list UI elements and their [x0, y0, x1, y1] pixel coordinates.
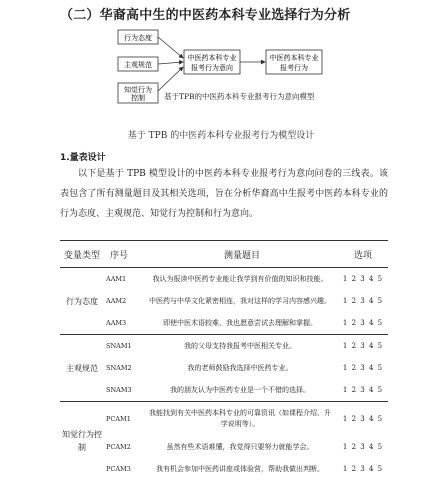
row-options: 1 2 3 4 5 [342, 275, 384, 283]
row-item: 我能找到有关中医药本科专业的可靠资讯（如课程介绍、升学说明等）。 [149, 409, 331, 428]
row-code: SNAM2 [106, 364, 132, 372]
table-row [104, 312, 388, 334]
row-options: 1 2 3 4 5 [342, 443, 384, 451]
row-code: AAM1 [106, 275, 127, 283]
norm-label: 主观规范 [124, 61, 152, 69]
row-item: 我有机会参加中医药讲座或体验营，帮助我做出判断。 [156, 464, 324, 473]
control-box [118, 83, 158, 103]
table-row [104, 335, 388, 357]
control-label-line2: 控制 [131, 94, 145, 102]
table-row [104, 379, 388, 401]
row-options: 1 2 3 4 5 [342, 364, 384, 372]
header-item: 测量题目 [223, 250, 260, 261]
three-line-table [60, 240, 388, 480]
intent-box [184, 50, 240, 74]
header-type: 变量类型 [63, 250, 100, 261]
group-type-label: 知觉行为控制 [62, 430, 102, 452]
intro-paragraph: 以下是基于 TPB 模型设计的中医药本科专业报考行为意向问卷的三线表。该表包含了所有测量题目及其相关选项，旨在分析华裔高中生报考中医药本科专业的行为态度、主观规范、知觉行为控制和行为意向。 [60, 169, 388, 219]
row-options: 1 2 3 4 5 [342, 386, 384, 394]
table-row [104, 458, 388, 480]
section-title: 1.量表设计 [60, 153, 106, 163]
arrow-attitude-intent [158, 37, 183, 58]
table-row [104, 357, 388, 379]
figure-caption: 基于 TPB 的中医药本科专业报考行为模型设计 [127, 131, 315, 141]
table-row [104, 290, 388, 312]
attitude-box [118, 30, 158, 44]
row-code: PCAM2 [106, 443, 131, 451]
header-code: 序号 [110, 250, 129, 261]
table-row [104, 436, 388, 458]
group-type-label: 行为态度 [66, 296, 98, 306]
behavior-label-line1: 中医药本科专业 [269, 54, 319, 62]
arrow-norm-intent [158, 62, 183, 64]
row-item: 虽然有些术语难懂，我觉得只要努力就能学会。 [166, 442, 314, 451]
row-options: 1 2 3 4 5 [342, 342, 384, 350]
row-code: AAM2 [106, 297, 127, 305]
table-row [104, 402, 388, 436]
norm-box [118, 57, 158, 71]
intent-label-line1: 中医药本科专业 [187, 54, 237, 62]
row-item: 我的父母支持我报考中医相关专业。 [184, 341, 296, 350]
header-options: 选项 [353, 250, 372, 261]
row-code: SNAM3 [106, 386, 132, 394]
row-code: AAM3 [106, 319, 127, 327]
row-code: PCAM1 [106, 415, 131, 423]
row-code: SNAM1 [106, 342, 132, 350]
behavior-label-line2: 报考行为 [280, 64, 308, 72]
row-code: PCAM3 [106, 465, 131, 473]
behavior-box [266, 50, 322, 74]
row-item: 我的老师鼓励我选择中医药专业。 [187, 363, 293, 372]
row-item: 即使中医术语较难，我也愿意尝试去理解和掌握。 [163, 318, 317, 327]
row-options: 1 2 3 4 5 [342, 465, 384, 473]
row-item: 我的朋友认为中医药专业是一个不错的选择。 [170, 385, 310, 394]
table-header [60, 241, 388, 268]
section-heading: （二）华裔高中生的中医药本科专业选择行为分析 [60, 8, 351, 23]
group-control [60, 402, 388, 480]
control-label-line1: 知觉行为 [124, 86, 152, 94]
row-item: 中医药与中华文化紧密相连，我对这样的学习内容感兴趣。 [149, 296, 331, 305]
arrow-control-intent [158, 67, 183, 91]
table-row [104, 268, 388, 290]
attitude-label: 行为态度 [124, 34, 152, 42]
row-item: 我认为报读中医药专业能让我学到有价值的知识和技能。 [152, 274, 328, 283]
diagram-caption: 基于TPB的中医药本科专业报考行为意向模型 [164, 92, 315, 101]
group-type-label: 主观规范 [66, 363, 98, 373]
row-options: 1 2 3 4 5 [342, 297, 384, 305]
row-options: 1 2 3 4 5 [342, 319, 384, 327]
group-attitude [60, 268, 388, 335]
row-options: 1 2 3 4 5 [342, 415, 384, 423]
intent-label-line2: 报考行为意向 [191, 64, 233, 72]
group-norm [60, 335, 388, 402]
